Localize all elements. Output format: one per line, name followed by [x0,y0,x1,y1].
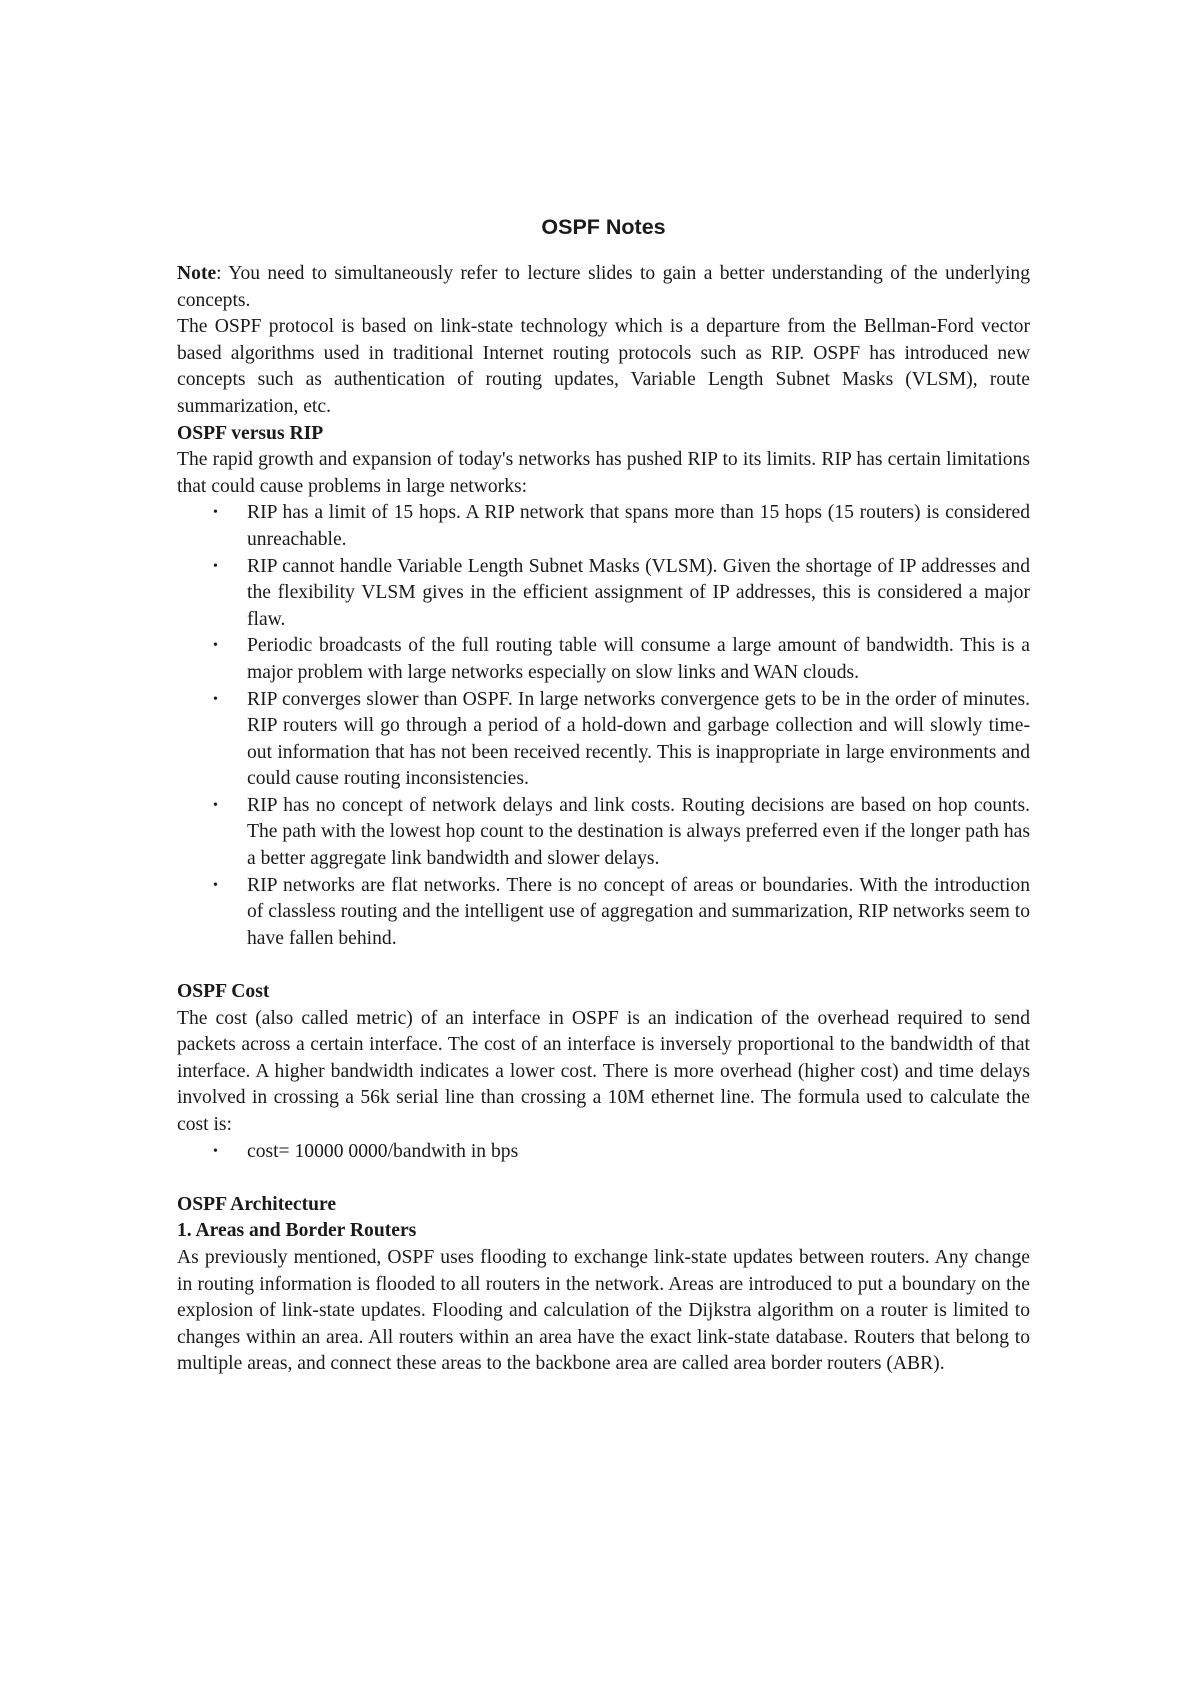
rip-limitations-list [177,500,1030,952]
list-item [177,633,1030,686]
architecture-paragraph: As previously mentioned, OSPF uses flooding to exchange link-state updates between routers. Any change in routing information is flooded to all routers in the network. Areas are introduced to put a boundary on the explosion of link-state updates. Flooding and calculation of the Dijkstra algorithm on a router is limited to changes within an area. All routers within an area have the exact link-state database. Routers that belong to multiple areas, and connect these areas to the backbone area are called area border routers (ABR). [177,1246,1030,1375]
cost-formula: cost= 10000 0000/bandwith in bps [247,1140,519,1162]
list-item-text: RIP has a limit of 15 hops. A RIP network that spans more than 15 hops (15 routers) is considered unreachable. [247,502,1030,550]
versus-intro-paragraph: The rapid growth and expansion of today's networks has pushed RIP to its limits. RIP has certain limitations that could cause problems in large networks: [177,449,1030,497]
cost-formula-list [177,1139,1030,1166]
intro-paragraph: The OSPF protocol is based on link-state technology which is a departure from the Bellman-Ford vector based algorithms used in traditional Internet routing protocols such as RIP. OSPF has introduced new concepts such as authentication of routing updates, Variable Length Subnet Masks (VLSM), route summarization, etc. [177,316,1030,417]
list-item-text: RIP networks are flat networks. There is no concept of areas or boundaries. With the introduction of classless routing and the intelligent use of aggregation and summarization, RIP networks seem to have fallen behind. [247,874,1030,949]
bullet-icon: • [213,691,218,707]
list-item-text: RIP cannot handle Variable Length Subnet Masks (VLSM). Given the shortage of IP addresses and the flexibility VLSM gives in the efficient assignment of IP addresses, this is considered a major flaw. [247,555,1030,630]
list-item [177,873,1030,953]
note-paragraph [177,261,1030,314]
section-heading-ospf-versus-rip: OSPF versus RIP [177,422,324,444]
spacer [177,1165,1030,1192]
list-item [177,500,1030,553]
document-page [177,213,1030,1378]
subheading-areas-and-border-routers: 1. Areas and Border Routers [177,1220,417,1242]
bullet-icon: • [213,638,218,654]
bullet-icon: • [213,558,218,574]
bullet-icon: • [213,877,218,893]
bullet-icon: • [213,1143,218,1159]
list-item [177,793,1030,873]
section-heading-ospf-architecture: OSPF Architecture [177,1193,337,1215]
cost-paragraph: The cost (also called metric) of an interface in OSPF is an indication of the overhead required to send packets across a certain interface. The cost of an interface is inversely proportional to the bandwidth of that interface. A higher bandwidth indicates a lower cost. There is more overhead (higher cost) and time delays involved in crossing a 56k serial line than crossing a 10M ethernet line. The formula used to calculate the cost is: [177,1007,1030,1135]
note-text: : You need to simultaneously refer to lecture slides to gain a better understanding of the underlying concepts. [177,263,1030,311]
list-item-text: RIP converges slower than OSPF. In large networks convergence gets to be in the order of minutes. RIP routers will go through a period of a hold-down and garbage collection and will slowly time-out information that has not been received recently. This is inappropriate in large environments and could cause routing inconsistencies. [247,688,1030,790]
section-heading-ospf-cost: OSPF Cost [177,981,270,1003]
list-item [177,1139,1030,1166]
note-label: Note [177,263,217,284]
list-item [177,687,1030,793]
spacer [177,952,1030,979]
list-item-text: RIP has no concept of network delays and link costs. Routing decisions are based on hop counts. The path with the lowest hop count to the destination is always preferred even if the longer path has a better aggregate link bandwidth and slower delays. [247,794,1030,870]
bullet-icon: • [213,505,218,521]
document-title: OSPF Notes [541,215,666,239]
list-item [177,554,1030,634]
bullet-icon: • [213,797,218,813]
list-item-text: Periodic broadcasts of the full routing table will consume a large amount of bandwidth. This is a major problem with large networks especially on slow links and WAN clouds. [247,635,1030,683]
